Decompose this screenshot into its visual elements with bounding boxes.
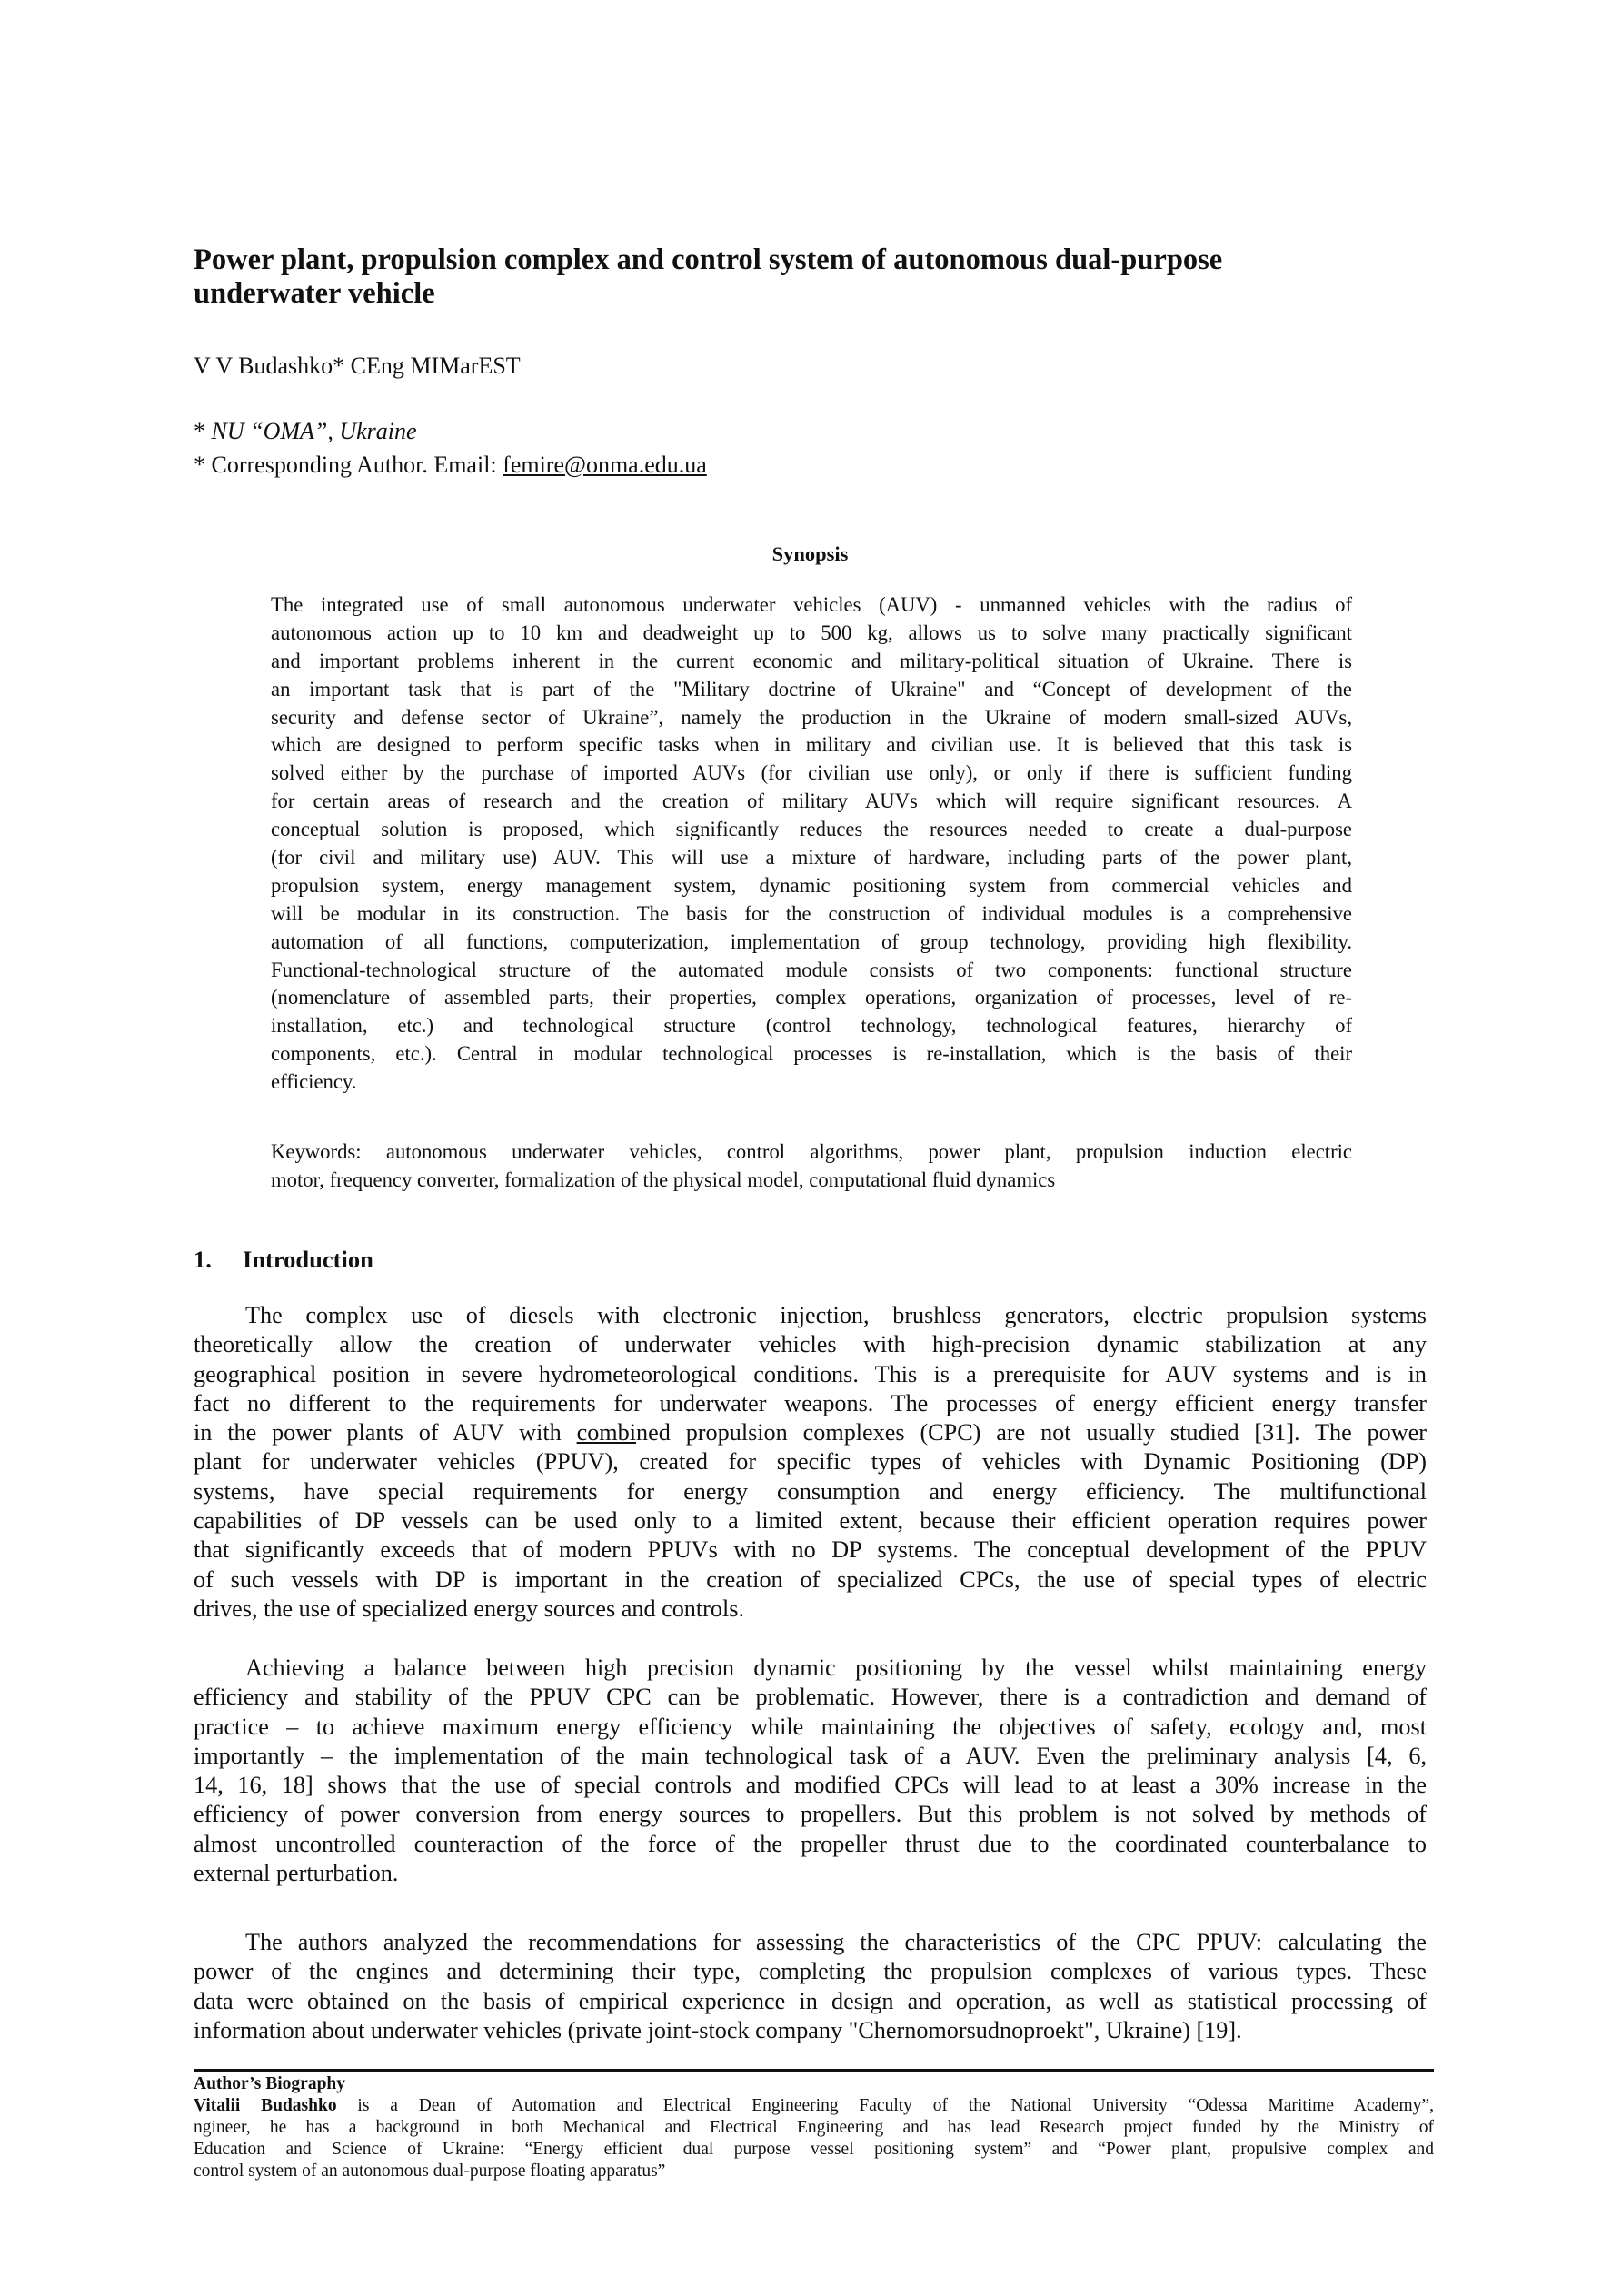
biography-line: Education and Science of Ukraine: “Energy efficient dual purpose vessel positioning system” and “Power plant, propulsive complex and	[194, 2140, 1434, 2159]
email-link[interactable]: femire@onma.edu.ua	[503, 452, 707, 478]
body-line: of such vessels with DP is important in the creation of specialized CPCs, the use of special types of electric	[194, 1565, 1427, 1593]
body-line: plant for underwater vehicles (PPUV), created for specific types of vehicles with Dynamic Positioning (DP)	[194, 1448, 1427, 1476]
synopsis-line: security and defense sector of Ukraine”, namely the production in the Ukraine of modern small-sized AUVs,	[271, 705, 1352, 729]
body-line: external perturbation.	[194, 1860, 399, 1887]
body-line: almost uncontrolled counteraction of the force of the propeller thrust due to the coordinated counterbalance to	[194, 1830, 1427, 1857]
corresponding-prefix: * Corresponding Author. Email:	[194, 452, 503, 478]
keywords-line: Keywords: autonomous underwater vehicles, control algorithms, power plant, propulsion induction electric	[271, 1140, 1352, 1163]
synopsis-line: Functional-technological structure of the automated module consists of two components: functional structure	[271, 958, 1352, 981]
body-line: fact no different to the requirements for underwater weapons. The processes of energy efficient energy transfer	[194, 1389, 1427, 1416]
synopsis-line: for certain areas of research and the creation of military AUVs which will require significant resources. A	[271, 790, 1352, 813]
body-line: that significantly exceeds that of modern PPUVs with no DP systems. The conceptual development of the PPUV	[194, 1536, 1427, 1564]
synopsis-line: installation, etc.) and technological structure (control technology, technological features, hierarchy of	[271, 1014, 1352, 1038]
synopsis-line: components, etc.). Central in modular technological processes is re-installation, which is the basis of their	[271, 1042, 1352, 1066]
body-line: importantly – the implementation of the main technological task of a AUV. Even the preliminary analysis [4, 6,	[194, 1742, 1427, 1769]
body-text: in the power plants of AUV with	[194, 1419, 577, 1446]
synopsis-line: (nomenclature of assembled parts, their properties, complex operations, organization of processes, level of re-	[271, 986, 1352, 1009]
affiliation-institution: NU “OMA”, Ukraine	[211, 418, 417, 444]
title-line: underwater vehicle	[194, 277, 435, 310]
synopsis-line: an important task that is part of the "Military doctrine of Ukraine" and “Concept of development of the	[271, 677, 1352, 701]
body-line: drives, the use of specialized energy sources and controls.	[194, 1595, 744, 1622]
body-line	[194, 1418, 1427, 1447]
affiliation-line	[194, 414, 707, 448]
synopsis-line: propulsion system, energy management system, dynamic positioning system from commercial vehicles and	[271, 873, 1352, 897]
synopsis-line: will be modular in its construction. The basis for the construction of individual modules is a comprehensive	[271, 901, 1352, 925]
biography-line	[194, 2095, 1434, 2117]
synopsis-line: solved either by the purchase of imported AUVs (for civilian use only), or only if there is sufficient funding	[271, 761, 1352, 785]
body-line: power of the engines and determining their type, completing the propulsion complexes of various types. These	[194, 1958, 1427, 1985]
keywords-block	[271, 1138, 1352, 1195]
corresponding-author-line	[194, 448, 707, 482]
synopsis-line: The integrated use of small autonomous underwater vehicles (AUV) - unmanned vehicles with the radius of	[271, 593, 1352, 616]
affiliation-star: *	[194, 418, 212, 444]
synopsis-line: conceptual solution is proposed, which significantly reduces the resources needed to create a dual-purpose	[271, 818, 1352, 841]
body-line: Achieving a balance between high precision dynamic positioning by the vessel whilst maintaining energy	[245, 1655, 1427, 1681]
biography-author-name: Vitalii Budashko	[194, 2096, 337, 2115]
body-line: geographical position in severe hydrometeorological conditions. This is a prerequisite for AUV systems and is in	[194, 1360, 1427, 1387]
keywords-line: motor, frequency converter, formalization of the physical model, computational fluid dynamics	[271, 1168, 1056, 1191]
body-line: information about underwater vehicles (private joint-stock company "Chernomorsudnoproekt", Ukraine) [19].	[194, 2016, 1242, 2043]
body-line: data were obtained on the basis of empirical experience in design and operation, as well as statistical processing of	[194, 1987, 1427, 2014]
intro-paragraph-3	[194, 1928, 1427, 2045]
author-biography	[194, 2073, 1434, 2182]
underlined-text: combi	[576, 1419, 637, 1446]
intro-paragraph-1	[194, 1301, 1427, 1624]
body-line: theoretically allow the creation of underwater vehicles with high-precision dynamic stabilization at any	[194, 1331, 1427, 1358]
body-line: systems, have special requirements for energy consumption and energy efficiency. The multifunctional	[194, 1477, 1427, 1505]
section-title: Introduction	[243, 1246, 373, 1273]
body-line: capabilities of DP vessels can be used only to a limited extent, because their efficient operation requires power	[194, 1507, 1427, 1535]
synopsis-line: and important problems inherent in the current economic and military-political situation of Ukraine. There is	[271, 649, 1352, 672]
section-heading-introduction	[194, 1245, 373, 1274]
synopsis-line: efficiency.	[271, 1070, 357, 1094]
biography-text: is a Dean of Automation and Electrical Engineering Faculty of the National University “Odessa Maritime Academy”,	[336, 2096, 1435, 2115]
biography-line: ngineer, he has a background in both Mechanical and Electrical Engineering and has lead Research project funded by the Ministry of	[194, 2118, 1434, 2137]
paper-title	[194, 244, 1429, 311]
synopsis-line: which are designed to perform specific tasks when in military and civilian use. It is believed that this task is	[271, 733, 1352, 757]
intro-paragraph-2	[194, 1654, 1427, 1888]
body-text: ned propulsion complexes (CPC) are not usually studied [31]. The power	[636, 1419, 1427, 1446]
synopsis-line: automation of all functions, computerization, implementation of group technology, providing high flexibility.	[271, 929, 1352, 953]
body-line: 14, 16, 18] shows that the use of special controls and modified CPCs will lead to at least a 30% increase in the	[194, 1772, 1427, 1799]
synopsis-line: (for civil and military use) AUV. This will use a mixture of hardware, including parts of the power plant,	[271, 846, 1352, 870]
body-line: efficiency of power conversion from energy sources to propellers. But this problem is not solved by methods of	[194, 1801, 1427, 1828]
synopsis-heading: Synopsis	[771, 542, 849, 565]
body-line: practice – to achieve maximum energy efficiency while maintaining the objectives of safety, ecology and, most	[194, 1713, 1427, 1740]
biography-line: control system of an autonomous dual-purpose floating apparatus”	[194, 2162, 666, 2181]
affiliation-block	[194, 414, 707, 482]
body-line: The authors analyzed the recommendations for assessing the characteristics of the CPC PPUV: calculating the	[245, 1929, 1427, 1955]
biography-heading: Author’s Biography	[194, 2074, 346, 2093]
section-number: 1.	[194, 1246, 212, 1273]
footnote-divider	[194, 2069, 1434, 2072]
title-line: Power plant, propulsion complex and control system of autonomous dual-purpose	[194, 244, 1223, 276]
author-line: V V Budashko* CEng MIMarEST	[194, 353, 521, 379]
synopsis-body	[271, 591, 1352, 1097]
body-line: The complex use of diesels with electronic injection, brushless generators, electric propulsion systems	[245, 1302, 1427, 1328]
body-line: efficiency and stability of the PPUV CPC can be problematic. However, there is a contradiction and demand of	[194, 1684, 1427, 1711]
synopsis-line: autonomous action up to 10 km and deadweight up to 500 kg, allows us to solve many practically significant	[271, 621, 1352, 644]
